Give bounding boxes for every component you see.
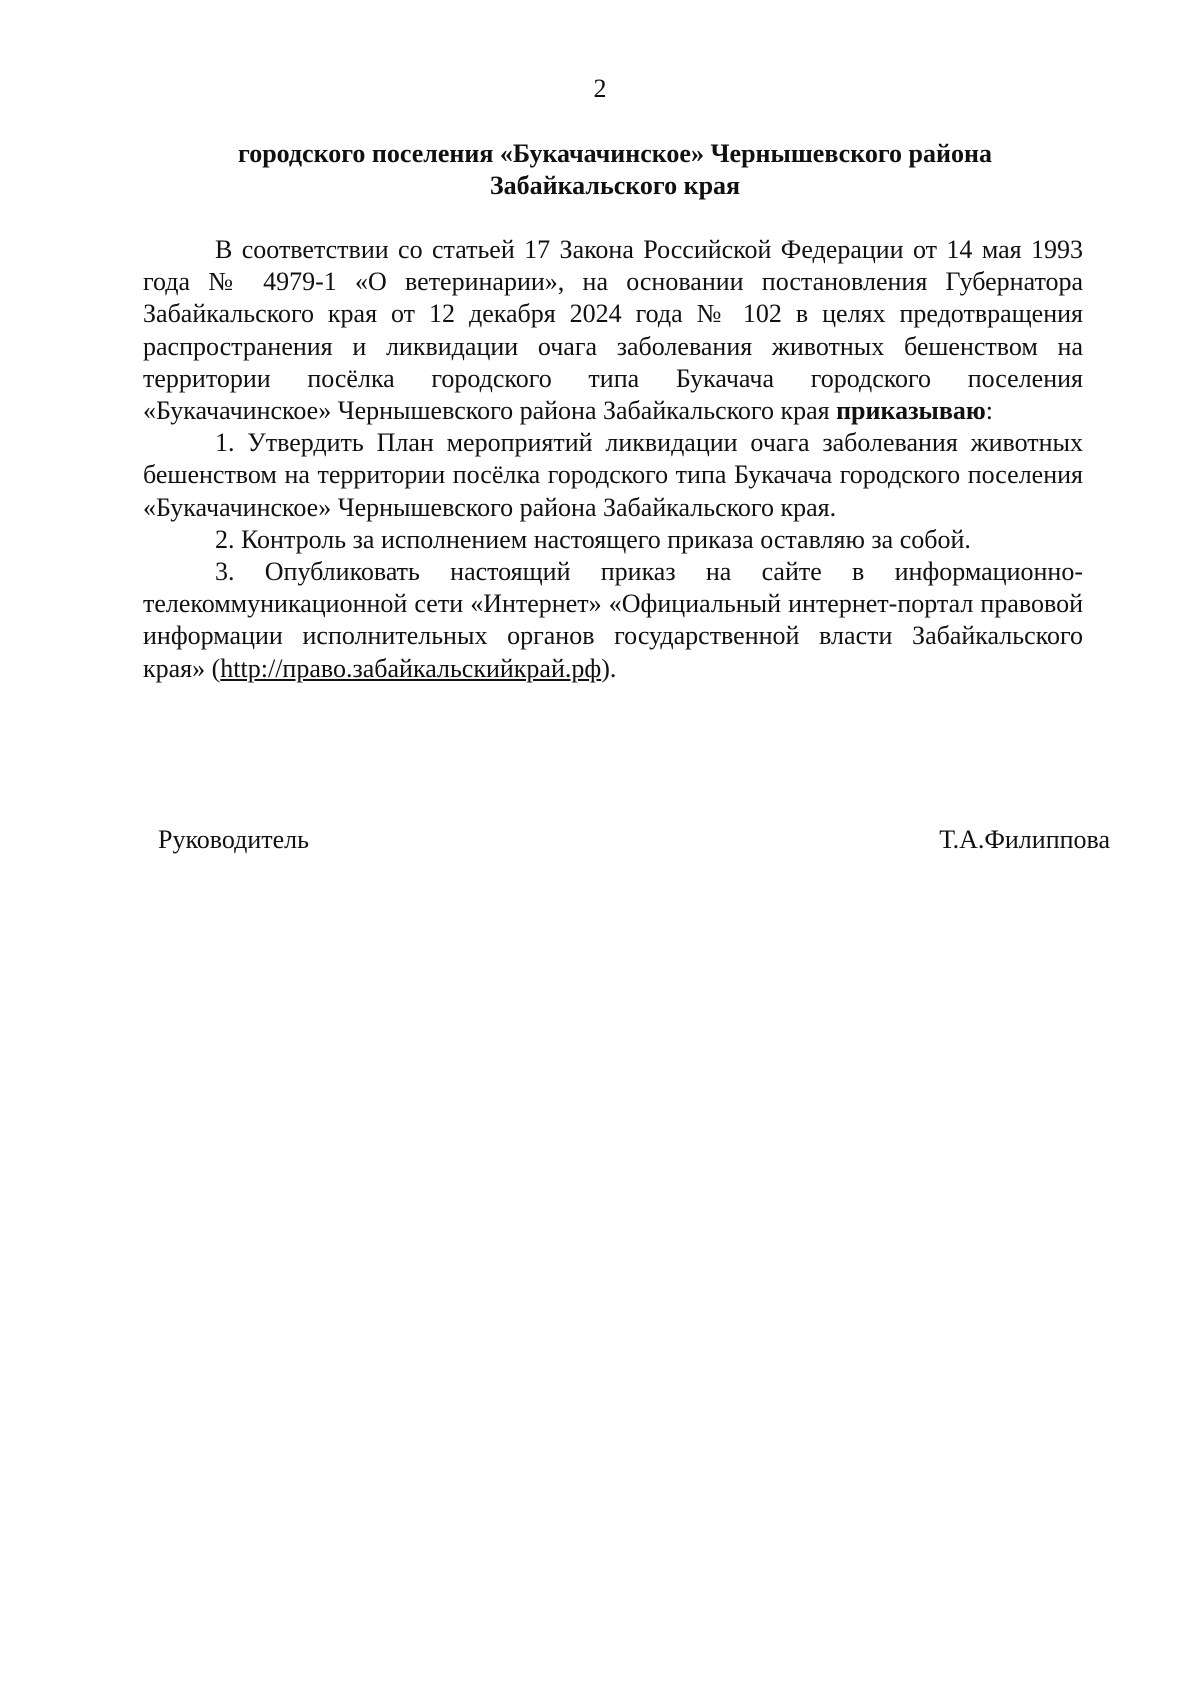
document-title <box>150 138 1080 202</box>
item-1-paragraph: 1. Утвердить План мероприятий ликвидации очага заболевания животных бешенством на территории посёлка городского типа Букачача городского поселения «Букачачинское» Чернышевского района Забайкальского края. <box>143 428 1083 522</box>
item-3-closing: ). <box>601 653 617 683</box>
item-2-paragraph: 2. Контроль за исполнением настоящего приказа оставляю за собой. <box>215 524 971 554</box>
signature-name: Т.А.Филиппова <box>939 825 1110 854</box>
preamble-paragraph <box>143 234 1083 427</box>
title-line-2: Забайкальского края <box>489 171 741 200</box>
document-body <box>143 234 1083 685</box>
order-word: приказываю <box>836 396 986 426</box>
portal-link[interactable]: http://право.забайкальскийкрай.рф <box>220 653 602 683</box>
page-number: 2 <box>593 74 607 103</box>
order-colon: : <box>985 396 993 426</box>
signature-role: Руководитель <box>158 825 309 854</box>
item-3-text: 3. Опубликовать настоящий приказ на сайте в информационно-телекоммуникационной сети «Интернет» «Официальный интернет-портал правовой информации исполнительных органов государственной власти Забайкальского края» ( <box>143 557 1083 683</box>
item-3-paragraph <box>143 556 1083 685</box>
title-line-1: городского поселения «Букачачинское» Чернышевского района <box>238 139 992 168</box>
preamble-text: В соответствии со статьей 17 Закона Российской Федерации от 14 мая 1993 года № 4979-1 «О ветеринарии», на основании постановления Губернатора Забайкальского края от 12 декабря 2024 года № 102 в целях предотвращения распространения и ликвидации очага заболевания животных бешенством на территории посёлка городского типа Букачача городского поселения «Букачачинское» Чернышевского района Забайкальского края <box>143 235 1083 426</box>
